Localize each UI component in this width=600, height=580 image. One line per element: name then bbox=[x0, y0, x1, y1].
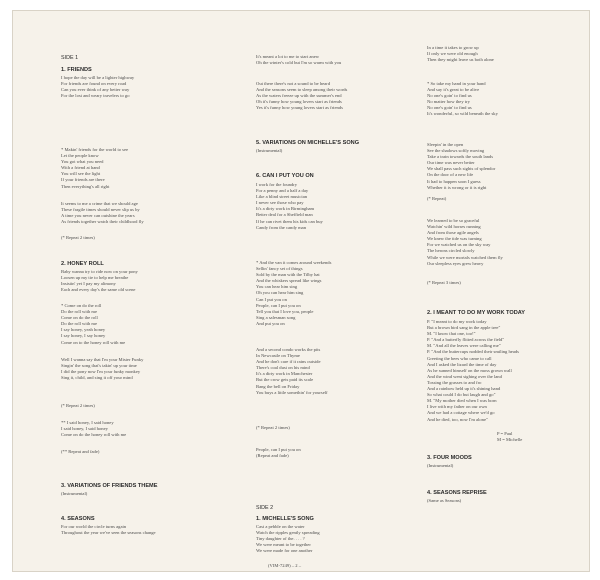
variations-michelle-note: (Instrumental) bbox=[256, 148, 283, 153]
lyric-line: P. "I meant to do my work today bbox=[427, 319, 487, 324]
lyric-line: Our time was never better bbox=[427, 160, 475, 166]
lyric-line: For friends are found on every road bbox=[61, 81, 127, 87]
lyric-line: It's wonderful, so wild beneath the sky bbox=[427, 111, 498, 117]
lyric-line: Tell you that I love you, people bbox=[256, 308, 314, 314]
lyric-line: Let the people know bbox=[61, 153, 99, 159]
honey-roll-repeat-note bbox=[61, 403, 241, 409]
lyric-line: Each and every day's the same old scene bbox=[61, 287, 136, 293]
friends-verse-1 bbox=[61, 75, 241, 99]
lyric-line: If your friends are there bbox=[61, 177, 105, 183]
lyric-line: Can I put you on bbox=[256, 296, 287, 302]
lyric-line: Sold by the man with the Tilby hat bbox=[256, 272, 320, 278]
lyric-line: Watch the ripples gently spreading bbox=[256, 530, 320, 536]
lyric-line: We were meant to be together bbox=[256, 542, 311, 548]
honey-roll-chorus bbox=[61, 303, 241, 346]
lyric-line: For we watched us on the sky way bbox=[427, 242, 491, 248]
lyric-line: On the door of a new life bbox=[427, 172, 474, 178]
lyric-line: If only we were old enough bbox=[427, 51, 478, 57]
lyric-line: Like a blind street musician bbox=[256, 194, 308, 200]
lyric-line: You can hear him sing bbox=[256, 284, 298, 290]
can-i-put-you-on-chorus bbox=[256, 260, 436, 327]
can-i-put-you-on-outro bbox=[256, 447, 436, 459]
lyric-line: As friends together watch their childhood fly bbox=[61, 219, 144, 225]
lyric-line: (* Repeat 2 times) bbox=[256, 425, 290, 430]
lyric-line: Oh it's funny how young lovers start as friends bbox=[256, 99, 342, 105]
lyric-line: I say honey, yeah honey bbox=[61, 327, 106, 333]
song-variations-friends-title: 3. VARIATIONS OF FRIENDS THEME bbox=[61, 483, 158, 489]
lyric-line: If he can rivet them his kids can buy bbox=[256, 218, 323, 224]
lyric-line: Watchin' wild horses running bbox=[427, 224, 481, 230]
lyric-line: Tossing the grasses to and fro bbox=[427, 379, 482, 385]
lyric-line: * Makin' friends for the world to see bbox=[61, 147, 129, 152]
lyric-line: Sleepin' in the open bbox=[427, 142, 464, 147]
side-1-label: SIDE 1 bbox=[61, 55, 79, 61]
side-2-label: SIDE 2 bbox=[256, 505, 274, 511]
honey-roll-verse-1 bbox=[61, 269, 241, 293]
lyric-line: People, can I put you on bbox=[256, 302, 301, 308]
lyric-line: And the seasons seem to sleep among their words bbox=[256, 87, 348, 93]
lyric-line: While we were mortals watched them fly bbox=[427, 254, 503, 260]
lyric-line: These fragile times should never slip us by bbox=[61, 207, 140, 213]
song-i-meant-title: 2. I MEANT TO DO MY WORK TODAY bbox=[427, 310, 526, 316]
lyric-line: Can you ever think of any better way bbox=[61, 87, 130, 93]
lyric-line: So what could I do but laugh and go" bbox=[427, 392, 496, 398]
friends-verse-2 bbox=[61, 201, 241, 225]
seasons-reprise-note: (Same as Seasons) bbox=[427, 498, 462, 503]
lyric-line: And from those agile angels bbox=[427, 230, 479, 236]
lyric-line: Do the roll with me bbox=[61, 309, 97, 315]
lyric-line: It seems to me a crime that we should age bbox=[61, 201, 138, 206]
lyric-line: We were made for one another bbox=[256, 548, 313, 554]
lyric-line: For our world the circle turns again bbox=[61, 524, 127, 529]
lyric-line: (** Repeat and fade) bbox=[61, 449, 100, 454]
lyric-line: Come on to the honey roll with me bbox=[61, 339, 126, 345]
lyric-line: Sing a salesman song bbox=[256, 314, 296, 320]
lyric-line: M. "And all the leaves were calling me" bbox=[427, 343, 501, 349]
lyric-line: It's meant a lot to me to start anew bbox=[256, 54, 320, 59]
lyric-line: P = Paul bbox=[497, 431, 513, 436]
lyric-line: People, can I put you on bbox=[256, 447, 301, 452]
song-friends-title: 1. FRIENDS bbox=[61, 67, 92, 73]
lyric-line: M. "My mother died when I was born bbox=[427, 398, 497, 404]
lyric-line: We shall pass such sights of splendor bbox=[427, 166, 496, 172]
michelles-song-verse-1-start bbox=[256, 524, 436, 554]
lyric-line: As he sunned himself on the moss grown wall bbox=[427, 367, 512, 373]
lyric-line: And a second condo works the pits bbox=[256, 347, 321, 352]
lyric-line: Loosen up my tie to help me breathe bbox=[61, 275, 129, 281]
lyric-line: (Repeat and fade) bbox=[256, 453, 289, 459]
michelles-song-verse-2 bbox=[427, 142, 600, 191]
lyric-line: Then everything's all right bbox=[61, 183, 110, 189]
michelles-song-verse-3 bbox=[427, 218, 600, 267]
lyric-line: (* Repeat) bbox=[427, 196, 447, 201]
song-four-moods-title: 3. FOUR MOODS bbox=[427, 455, 472, 461]
lyric-line: ** I said honey, I said honey bbox=[61, 420, 114, 425]
song-variations-michelle-title: 5. VARIATIONS ON MICHELLE'S SONG bbox=[256, 140, 360, 146]
lyric-line: Come on do the honey roll with me bbox=[61, 432, 127, 438]
friends-chorus bbox=[61, 147, 241, 190]
lyric-line: Whether it is wrong or it is right bbox=[427, 184, 487, 190]
lyric-line: Baby wanna try to ride now on your pony bbox=[61, 269, 138, 274]
lyric-line: I work for the foundry bbox=[256, 182, 298, 187]
seasons-verse-1-start bbox=[61, 524, 241, 536]
seasons-verse-1-end bbox=[256, 54, 436, 66]
lyric-line: Do the roll with me bbox=[61, 321, 97, 327]
lyric-line: * So take my hand in your hand bbox=[427, 81, 486, 86]
lyric-line: And I asked the lizard the time of day bbox=[427, 361, 497, 367]
lyric-line: And the whiskers spread like wings bbox=[256, 278, 322, 284]
lyric-line: And put you on bbox=[256, 320, 285, 326]
singer-legend bbox=[497, 431, 577, 443]
lyric-line: Bang the bell on Friday bbox=[256, 383, 300, 389]
variations-friends-note: (Instrumental) bbox=[61, 491, 88, 496]
lyric-line: For the lost and weary travelers to go bbox=[61, 93, 130, 99]
lyric-line: Sing it, child, and sing it off your mind bbox=[61, 375, 133, 381]
seasons-verse-2 bbox=[256, 81, 436, 111]
lyric-line: A time you never can outshine the years bbox=[61, 213, 135, 219]
lyric-line: P. "And the buttercups nodded their smiling heads bbox=[427, 349, 519, 355]
song-seasons-reprise-title: 4. SEASONS REPRISE bbox=[427, 490, 487, 496]
song-seasons-title: 4. SEASONS bbox=[61, 516, 95, 522]
lyric-line: But the crow gets paid its scale bbox=[256, 377, 314, 383]
friends-repeat-note bbox=[61, 235, 241, 241]
lyric-line: (* Repeat 2 times) bbox=[61, 235, 95, 240]
lyric-line: Out there there's not a sound to be heard bbox=[256, 81, 331, 86]
can-i-put-you-on-repeat-note bbox=[256, 425, 436, 431]
lyric-line: Candy from the candy man bbox=[256, 224, 307, 230]
lyric-line: Then they might leave us both alone bbox=[427, 57, 494, 63]
i-meant-dialogue bbox=[427, 319, 600, 423]
can-i-put-you-on-verse-1 bbox=[256, 182, 436, 231]
lyric-line: No one's goin' to find us bbox=[427, 93, 472, 99]
lyric-line: The herons circled slowly bbox=[427, 248, 475, 254]
lyric-line: It had to happen soon I guess bbox=[427, 178, 481, 184]
michelles-song-repeat-note bbox=[427, 196, 600, 202]
lyric-line: There's coal dust on his mind bbox=[256, 365, 310, 371]
lyric-line: * Come on do the roll bbox=[61, 303, 102, 308]
lyric-line: Sellin' fancy set of things bbox=[256, 266, 303, 272]
honey-roll-outro bbox=[61, 420, 241, 438]
lyric-line: * And the van it comes around weekends bbox=[256, 260, 332, 265]
lyric-line: M. "I know that one, too!" bbox=[427, 331, 476, 337]
lyric-line: Singin' the song that's takin' up your time bbox=[61, 363, 137, 369]
lyric-line: M = Michelle bbox=[497, 437, 523, 443]
lyric-line: With a friend at hand bbox=[61, 165, 100, 171]
honey-roll-fade-note bbox=[61, 449, 241, 455]
lyric-line: We knew the tide was turning bbox=[427, 236, 482, 242]
lyric-line: Greeting the bees who came to call bbox=[427, 355, 492, 361]
lyric-line: And he don't care if it rains outside bbox=[256, 359, 321, 365]
lyric-line: P. "And a butterfly flitted across the field" bbox=[427, 337, 505, 343]
catalog-page-number: (VIM-7249) – 2 – bbox=[268, 563, 302, 568]
lyric-line: Cast a pebble on the water bbox=[256, 524, 305, 529]
lyric-line: But a brown bird sang in the apple tree" bbox=[427, 325, 501, 331]
lyric-line: Our sleepless eyes grew heavy bbox=[427, 260, 484, 266]
lyric-line: Yes it's funny how young lovers start as friends bbox=[256, 105, 343, 111]
lyric-line: Take a train towards the south lands bbox=[427, 154, 494, 160]
lyric-line: And we had a cottage where we'd go bbox=[427, 410, 495, 416]
lyric-line: We learned to be so graceful bbox=[427, 218, 480, 223]
honey-roll-verse-2 bbox=[61, 357, 241, 381]
lyric-line: You buys a little somethin' for yourself bbox=[256, 389, 328, 395]
lyric-line: It's a dirty work in Manchester bbox=[256, 371, 313, 377]
lyric-line: I say honey, I say honey bbox=[61, 333, 106, 339]
lyric-line: And he died, too, now I'm alone" bbox=[427, 416, 488, 422]
lyric-line: I hope the day will be a lighter highway bbox=[61, 75, 135, 80]
song-honey-roll-title: 2. HONEY ROLL bbox=[61, 261, 104, 267]
michelles-song-chorus bbox=[427, 81, 600, 118]
lyric-line: And the wind went sighing over the land bbox=[427, 373, 502, 379]
lyric-line: In a time it takes to grow up bbox=[427, 45, 479, 50]
lyric-line: Oh the winter's cold but I'm so warm with you bbox=[256, 60, 342, 66]
lyric-line: Well I wanna say that I'm your Mister Funky bbox=[61, 357, 144, 362]
michelles-song-verse-1-end bbox=[427, 45, 600, 63]
lyric-line: No one's goin' to find us bbox=[427, 105, 472, 111]
lyric-line: Better deal for a Sheffield man bbox=[256, 212, 313, 218]
lyric-line: I live with my father on our own bbox=[427, 404, 487, 410]
lyric-line: Come on do the roll bbox=[61, 315, 98, 321]
lyric-line: No matter how they try bbox=[427, 99, 470, 105]
lyric-line: You got what you need bbox=[61, 159, 104, 165]
lyric-line: (* Repeat 2 times) bbox=[61, 403, 95, 408]
lyric-line: Throughout the year we've seen the seasons change bbox=[61, 530, 156, 536]
lyric-line: And say it's great to be alive bbox=[427, 87, 480, 93]
lyric-line: Tiny daughter of the. . . . ? bbox=[256, 536, 305, 542]
four-moods-note: (Instrumental) bbox=[427, 463, 454, 468]
lyric-line: In Newcastle on Thyme bbox=[256, 353, 300, 359]
lyric-line: I did the pony now I'm your funky monkey bbox=[61, 369, 141, 375]
can-i-put-you-on-verse-2 bbox=[256, 347, 436, 396]
lyric-line: Oh you can hear him sing bbox=[256, 290, 304, 296]
lyric-line: (* Repeat 3 times) bbox=[427, 280, 461, 285]
lyric-sheet bbox=[12, 10, 590, 572]
lyric-line: I never see those who pay bbox=[256, 200, 304, 206]
lyric-line: As the waters freeze up with the summer's end bbox=[256, 93, 342, 99]
lyric-line: It's a dirty work in Birmingham bbox=[256, 206, 315, 212]
michelles-song-repeat-3-note bbox=[427, 280, 600, 286]
lyric-line: I said honey, I said honey bbox=[61, 426, 108, 432]
lyric-line: Insistin' yet I pay my alimony bbox=[61, 281, 116, 287]
lyric-line: See the shadows softly moving bbox=[427, 148, 485, 154]
song-can-i-put-you-on-title: 6. CAN I PUT YOU ON bbox=[256, 173, 314, 179]
lyric-line: For a penny and a half a day bbox=[256, 188, 309, 194]
song-michelles-song-title: 1. MICHELLE'S SONG bbox=[256, 516, 314, 522]
lyric-line: And a rainbow held up it's shining hand bbox=[427, 386, 501, 392]
lyric-line: You will see the light bbox=[61, 171, 101, 177]
